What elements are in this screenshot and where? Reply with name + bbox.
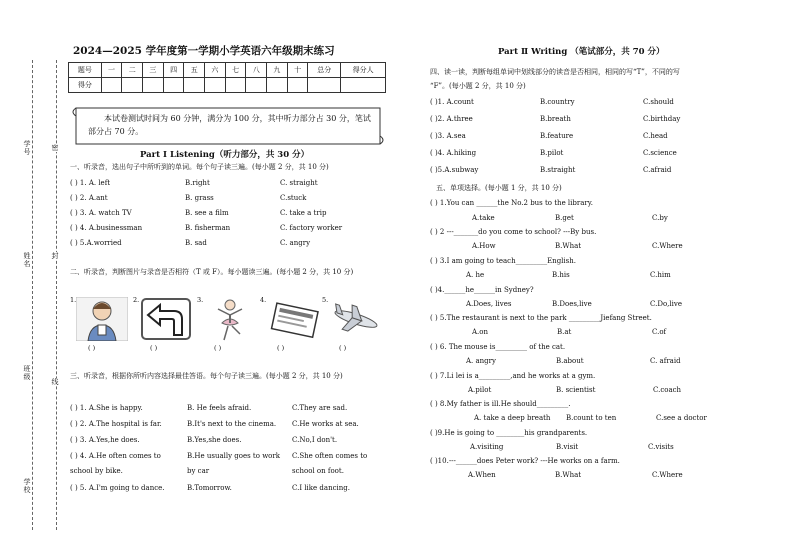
score-table [68, 62, 386, 93]
sec5-q3-c: C.him [650, 271, 671, 279]
sec1-q4-a: ( ) 4. A.businessman [70, 224, 143, 232]
sec1-q3-b: B. see a film [185, 209, 229, 217]
sec3-q3-a: ( ) 3. A.Yes,he does. [70, 436, 140, 444]
sec4-q3-c: C.head [643, 132, 668, 140]
sec5-q4-b: B.Does,live [552, 300, 592, 308]
sec5-q1-a: A.take [472, 214, 495, 222]
sec5-q1-b: B.get [555, 214, 574, 222]
score-header-cell: 七 [225, 63, 246, 78]
sec3-q4-b-cont: by car [187, 467, 210, 475]
sec5-q9-b: B.visit [556, 443, 579, 451]
sec1-q4-b: B. fisherman [185, 224, 231, 232]
sec5-q5-b: B.at [557, 328, 572, 336]
score-row-label: 得分 [69, 78, 102, 93]
sec2-title: 二、听录音，判断图片与录音是否相符（T 或 F）。每小题读三遍。(每小题 2 分，共 10 分) [70, 268, 354, 276]
sec3-q3-c: C.No,I don't. [292, 436, 338, 444]
score-cell[interactable] [341, 78, 386, 93]
sec3-q5-c: C.I like dancing. [292, 484, 350, 492]
sec4-q3-b: B.feature [540, 132, 574, 140]
sec2-answer-2[interactable]: ( ) [150, 344, 158, 352]
score-header-cell: 九 [267, 63, 288, 78]
sec3-title: 三、听录音，根据你所听内容选择最佳答语。每个句子读三遍。(每小题 2 分，共 10 分) [70, 372, 343, 380]
score-header-cell: 十 [287, 63, 308, 78]
sec1-q3-a: ( ) 3. A. watch TV [70, 209, 132, 217]
sec5-q3-b: B.his [552, 271, 570, 279]
sec5-q7: ( ) 7.Li lei is a_________,and he works at a gym. [430, 372, 596, 380]
sec3-q4-c: C.She often comes to [292, 452, 368, 460]
sec5-q7-a: A.pilot [468, 386, 492, 394]
score-header-cell: 得分人 [341, 63, 386, 78]
sec1-q1-a: ( ) 1. A. left [70, 179, 111, 187]
sec5-q10-a: A.When [468, 471, 496, 479]
person-icon [76, 297, 128, 341]
sec5-q5: ( ) 5.The restaurant is next to the park _________Jiefang Street. [430, 314, 652, 322]
sec5-q2: ( ) 2 ---_______do you come to school? ---By bus. [430, 228, 597, 236]
sec2-answer-3[interactable]: ( ) [214, 344, 222, 352]
sec5-q4-a: A.Does, lives [466, 300, 512, 308]
sec3-q4-a: ( ) 4. A.He often comes to [70, 452, 161, 460]
notice-text: 本试卷测试时间为 60 分钟，满分为 100 分，其中听力部分占 30 分，笔试部分占 70 分。 [88, 114, 371, 136]
label-name: 姓名 [23, 252, 31, 268]
sec1-q1-b: B.right [185, 179, 210, 187]
sec5-q6-b: B.about [556, 357, 584, 365]
sec1-q2-c: C.stuck [280, 194, 307, 202]
sec3-q1-b: B. He feels afraid. [187, 404, 252, 412]
sec5-q5-c: C.of [652, 328, 667, 336]
sec2-answer-1[interactable]: ( ) [88, 344, 96, 352]
score-cell[interactable] [101, 78, 122, 93]
sec1-q5-a: ( ) 5.A.worried [70, 239, 122, 247]
score-header-cell: 五 [184, 63, 205, 78]
sec5-q9-a: A.visiting [470, 443, 504, 451]
sec3-q3-b: B.Yes,she does. [187, 436, 242, 444]
sec3-q4-a-cont: school by bike. [70, 467, 123, 475]
score-header-cell: 题号 [69, 63, 102, 78]
sec5-q4-c: C.Do,live [650, 300, 682, 308]
sec1-q1-c: C. straight [280, 179, 318, 187]
sec1-q3-c: C. take a trip [280, 209, 327, 217]
sec4-q1-b: B.country [540, 98, 575, 106]
sec4-q1-a: ( )1. A.count [430, 98, 474, 106]
score-table-row [69, 78, 386, 93]
score-cell[interactable] [267, 78, 288, 93]
sec2-answer-5[interactable]: ( ) [339, 344, 347, 352]
sec5-q8-a: A. take a deep breath [474, 414, 551, 422]
score-header-cell: 四 [163, 63, 184, 78]
sec5-q8-c: C.see a doctor [656, 414, 707, 422]
score-header-cell: 八 [246, 63, 267, 78]
ballerina-icon [204, 297, 256, 341]
sec5-q9-c: C.visits [648, 443, 674, 451]
sec1-q2-b: B. grass [185, 194, 214, 202]
sec1-q5-b: B. sad [185, 239, 207, 247]
sec5-q5-a: A.on [472, 328, 489, 336]
part2-title: Part Ⅱ Writing （笔试部分，共 70 分） [498, 47, 665, 57]
sec4-q4-b: B.pilot [540, 149, 564, 157]
seal-mark-feng: 封 [51, 252, 59, 260]
sec2-answer-4[interactable]: ( ) [277, 344, 285, 352]
sec5-q10-c: C.Where [652, 471, 683, 479]
sec5-title: 五、单项选择。(每小题 1 分，共 10 分) [436, 184, 562, 192]
sec5-q3-a: A. he [466, 271, 485, 279]
sec5-q9: ( )9.He is going to ________his grandparents. [430, 429, 588, 437]
exam-title: 2024—2025 学年度第一学期小学英语六年级期末练习 [73, 45, 335, 57]
sec5-q2-c: C.Where [652, 242, 683, 250]
sec4-q4-a: ( )4. A.hiking [430, 149, 477, 157]
sec4-title-line1: 四、读一读，判断每组单词中划线部分的读音是否相同，相同的写“T”，不同的写 [430, 68, 680, 76]
score-header-cell: 二 [122, 63, 143, 78]
sec5-q1-c: C.by [652, 214, 668, 222]
sec2-num-4: 4. [260, 296, 267, 304]
score-cell[interactable] [246, 78, 267, 93]
score-cell[interactable] [122, 78, 143, 93]
seal-mark-mi: 密 [51, 144, 59, 152]
score-cell[interactable] [225, 78, 246, 93]
score-cell[interactable] [143, 78, 164, 93]
left-turn-arrow-icon [140, 297, 192, 341]
sec1-q4-c: C. factory worker [280, 224, 343, 232]
sec4-q2-a: ( )2. A.three [430, 115, 473, 123]
sec5-q2-a: A.How [472, 242, 496, 250]
binding-line-left [32, 60, 33, 530]
label-class: 班级 [23, 365, 31, 381]
sec5-q6-c: C. afraid [650, 357, 681, 365]
sec5-q3: ( ) 3.I am going to teach_________English. [430, 257, 576, 265]
sec3-q4-b: B.He usually goes to work [187, 452, 280, 460]
score-cell[interactable] [308, 78, 341, 93]
sec2-num-2: 2. [133, 296, 140, 304]
sec5-q2-b: B.What [555, 242, 582, 250]
sec3-q5-b: B.Tomorrow. [187, 484, 232, 492]
sec1-q2-a: ( ) 2. A.ant [70, 194, 108, 202]
score-header-cell: 六 [205, 63, 226, 78]
label-student-id: 学号 [23, 140, 31, 156]
sec3-q2-c: C.He works at sea. [292, 420, 359, 428]
sec5-q7-c: C.coach [653, 386, 682, 394]
sec5-q10: ( )10.---______does Peter work? ---He works on a farm. [430, 457, 620, 465]
sec3-q5-a: ( ) 5. A.I'm going to dance. [70, 484, 165, 492]
sec3-q1-a: ( ) 1. A.She is happy. [70, 404, 143, 412]
score-header-cell: 总分 [308, 63, 341, 78]
sec5-q8: ( ) 8.My father is ill.He should_________. [430, 400, 571, 408]
label-school: 学校 [23, 478, 31, 494]
sec2-num-3: 3. [197, 296, 204, 304]
score-table-header [69, 63, 386, 78]
score-cell[interactable] [184, 78, 205, 93]
sec4-q4-c: C.science [643, 149, 677, 157]
sec5-q6-a: A. angry [466, 357, 496, 365]
airplane-icon [330, 297, 382, 341]
sec4-q5-b: B.straight [540, 166, 576, 174]
sec4-q1-c: C.should [643, 98, 674, 106]
sec5-q10-b: B.What [555, 471, 582, 479]
sec2-num-5: 5. [322, 296, 329, 304]
sec5-q8-b: B.count to ten [566, 414, 617, 422]
seal-mark-xian: 线 [51, 378, 59, 386]
ticket-icon [268, 297, 320, 341]
sec3-q4-c-cont: school on foot. [292, 467, 344, 475]
score-header-cell: 一 [101, 63, 122, 78]
sec3-q2-a: ( ) 2. A.The hospital is far. [70, 420, 162, 428]
sec4-q2-c: C.birthday [643, 115, 681, 123]
sec1-title: 一、听录音，选出句子中所听到的单词。每个句子读三遍。(每小题 2 分，共 10 分) [70, 163, 329, 171]
score-header-cell: 三 [143, 63, 164, 78]
sec1-q5-c: C. angry [280, 239, 311, 247]
score-cell[interactable] [287, 78, 308, 93]
score-cell[interactable] [163, 78, 184, 93]
sec5-q4: ( )4.______he______in Sydney? [430, 286, 534, 294]
sec4-q5-c: C.afraid [643, 166, 672, 174]
sec4-q2-b: B.breath [540, 115, 571, 123]
part1-title: Part Ⅰ Listening（听力部分，共 30 分） [140, 150, 310, 160]
sec4-title-line2: “F”。(每小题 2 分，共 10 分) [430, 82, 526, 90]
sec3-q1-c: C.They are sad. [292, 404, 348, 412]
sec4-q5-a: ( )5.A.subway [430, 166, 479, 174]
sec5-q7-b: B. scientist [556, 386, 596, 394]
sec5-q6: ( ) 6. The mouse is_________ of the cat. [430, 343, 566, 351]
sec2-num-1: 1. [70, 296, 77, 304]
sec3-q2-b: B.It's next to the cinema. [187, 420, 277, 428]
sec5-q1: ( ) 1.You can ______the No.2 bus to the library. [430, 199, 594, 207]
binding-line-right [56, 60, 57, 530]
score-cell[interactable] [205, 78, 226, 93]
sec4-q3-a: ( )3. A.sea [430, 132, 466, 140]
